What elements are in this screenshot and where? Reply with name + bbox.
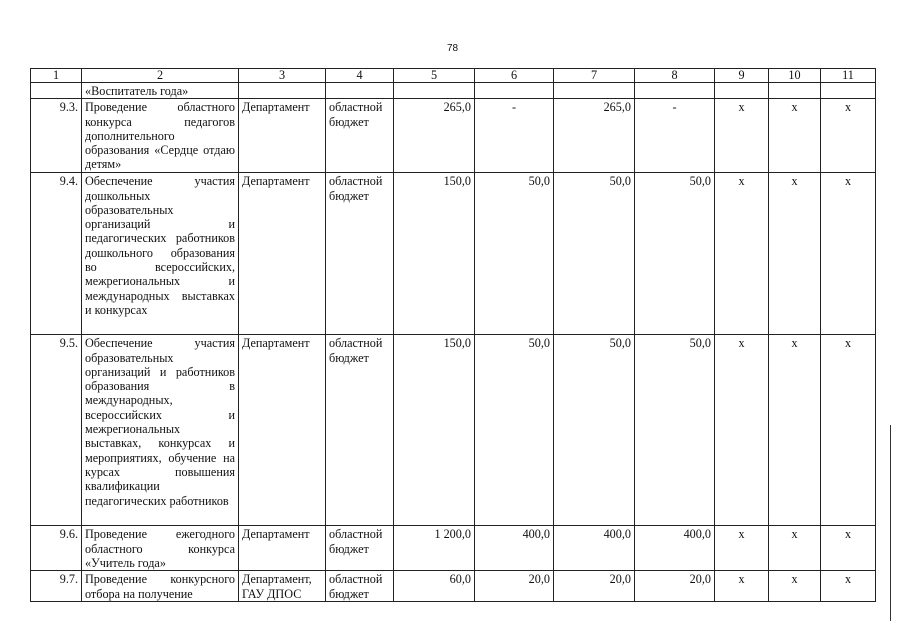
continuation-text: «Воспитатель года» (82, 83, 239, 99)
row-name: Проведение областного конкурса педагогов дополнительного образования «Сердце отдаю детям» (82, 99, 239, 173)
cell-value: 150,0 (394, 173, 475, 335)
row-number: 9.4. (31, 173, 82, 335)
cell-value: x (821, 571, 876, 602)
cell-value: x (715, 335, 769, 526)
table-row (31, 335, 876, 526)
cell-value: 1 200,0 (394, 526, 475, 571)
row-department: Департамент, ГАУ ДПОС (239, 571, 326, 602)
column-header: 9 (715, 69, 769, 83)
table-row (31, 526, 876, 571)
table-row (31, 173, 876, 335)
table-row (31, 83, 876, 99)
cell-value: 400,0 (554, 526, 635, 571)
row-number: 9.7. (31, 571, 82, 602)
cell-value: 150,0 (394, 335, 475, 526)
row-name: Проведение ежегодного областного конкурса «Учитель года» (82, 526, 239, 571)
cell-value: 265,0 (394, 99, 475, 173)
column-header: 5 (394, 69, 475, 83)
column-header: 10 (769, 69, 821, 83)
header-row (31, 69, 876, 83)
cell-value: 20,0 (475, 571, 554, 602)
cell-value: 50,0 (635, 335, 715, 526)
cell-value: x (769, 173, 821, 335)
row-number: 9.3. (31, 99, 82, 173)
cell-value: 265,0 (554, 99, 635, 173)
cell-value: x (769, 99, 821, 173)
cell-value: x (821, 526, 876, 571)
column-header: 3 (239, 69, 326, 83)
row-department: Департамент (239, 526, 326, 571)
column-header: 7 (554, 69, 635, 83)
cell-value: 50,0 (635, 173, 715, 335)
cell-value: x (715, 526, 769, 571)
table-row (31, 571, 876, 602)
page-number: 78 (446, 43, 459, 54)
row-name: Проведение конкурсного отбора на получение (82, 571, 239, 602)
cell-value: - (635, 99, 715, 173)
row-department: Департамент (239, 335, 326, 526)
cell-value: 50,0 (554, 335, 635, 526)
row-name: Обеспечение участия образовательных организаций и работников образования в международных, всероссийских и межрегиональных выставках, конкурсах и мероприятиях, обучение на курсах повышения квалификации педагогических работников (82, 335, 239, 526)
column-header: 11 (821, 69, 876, 83)
cell-value: x (769, 571, 821, 602)
cell-value: x (769, 526, 821, 571)
column-header: 2 (82, 69, 239, 83)
cell-value: 60,0 (394, 571, 475, 602)
row-source: областной бюджет (326, 173, 394, 335)
cell-value: x (715, 173, 769, 335)
cell-value: 50,0 (475, 173, 554, 335)
row-department: Департамент (239, 173, 326, 335)
row-number: 9.5. (31, 335, 82, 526)
column-header: 8 (635, 69, 715, 83)
cell-value: 50,0 (554, 173, 635, 335)
cell-value: 50,0 (475, 335, 554, 526)
row-source: областной бюджет (326, 335, 394, 526)
cell-value: x (715, 99, 769, 173)
margin-rule (890, 425, 891, 621)
row-source: областной бюджет (326, 571, 394, 602)
row-number: 9.6. (31, 526, 82, 571)
row-name: Обеспечение участия дошкольных образовательных организаций и педагогических работников дошкольного образования во всероссийских, межрегиональных и международных выставках и конкурсах (82, 173, 239, 335)
cell-value: 400,0 (635, 526, 715, 571)
row-source: областной бюджет (326, 526, 394, 571)
cell-value: 20,0 (635, 571, 715, 602)
cell-value: x (821, 335, 876, 526)
cell-value: x (821, 99, 876, 173)
column-header: 6 (475, 69, 554, 83)
cell-value: x (769, 335, 821, 526)
row-department: Департамент (239, 99, 326, 173)
cell-value: x (821, 173, 876, 335)
cell-value: 400,0 (475, 526, 554, 571)
budget-table (30, 68, 876, 602)
column-header: 1 (31, 69, 82, 83)
table-row (31, 99, 876, 173)
cell-value: x (715, 571, 769, 602)
cell-value: 20,0 (554, 571, 635, 602)
cell-value: - (475, 99, 554, 173)
column-header: 4 (326, 69, 394, 83)
row-source: областной бюджет (326, 99, 394, 173)
